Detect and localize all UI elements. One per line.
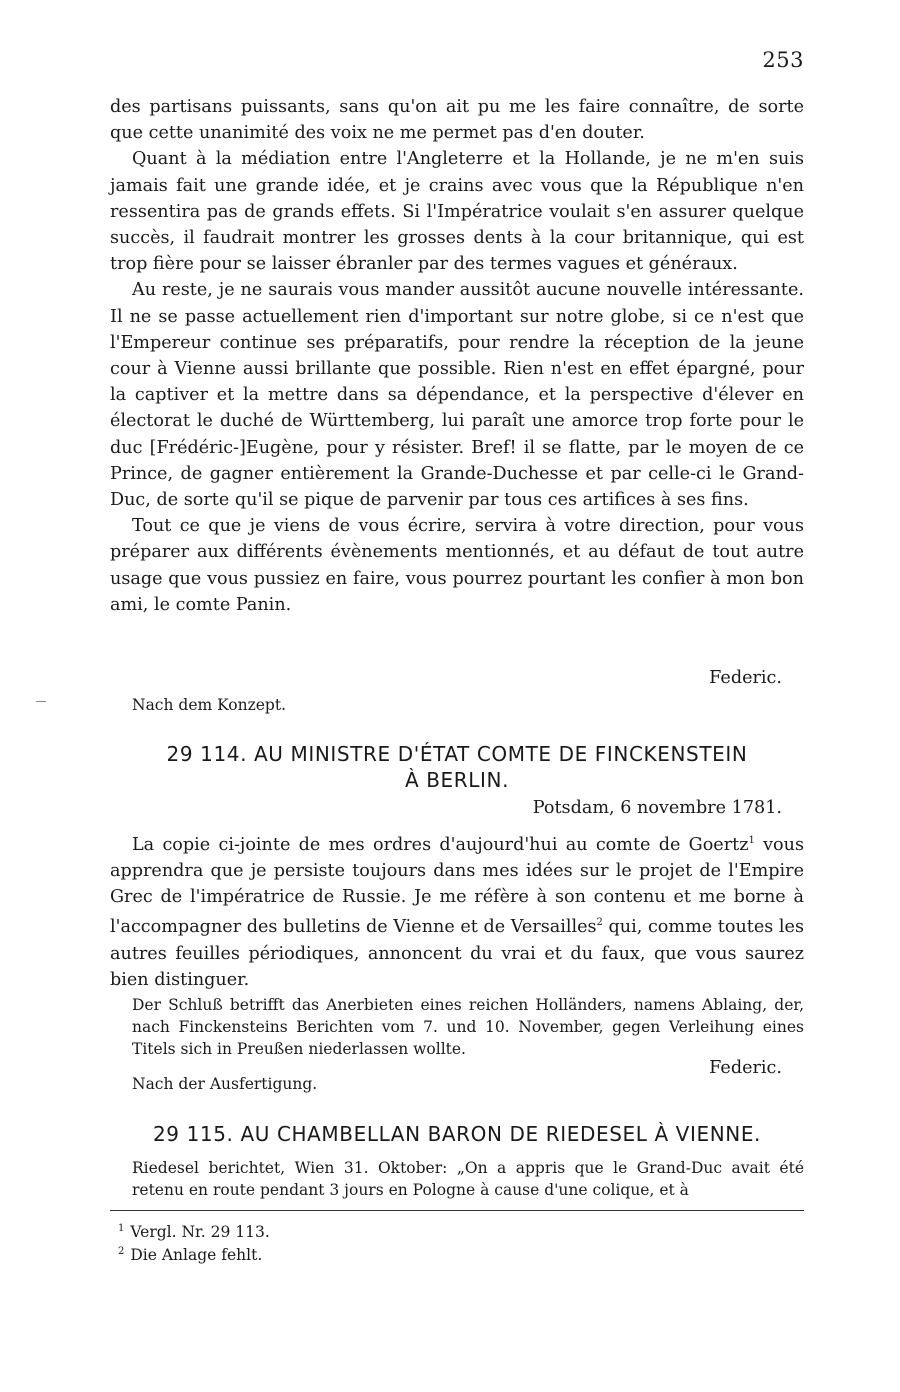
letter-2-heading xyxy=(110,741,804,793)
letter-2-heading-line2: À BERLIN. xyxy=(404,768,510,792)
letter-3-intro: Riedesel berichtet, Wien 31. Oktober: „On a appris que le Grand-Duc avait été retenu en route pendant 3 jours en Pologne à cause d'une colique, et à xyxy=(132,1159,804,1199)
letter-2-paragraph xyxy=(110,828,804,993)
footnote-text: Vergl. Nr. 29 113. xyxy=(130,1223,270,1242)
footnote-1 xyxy=(118,1218,270,1243)
letter-2-text-a: La copie ci-jointe de mes ordres d'aujourd'hui au comte de Goertz xyxy=(132,834,749,855)
footnote-mark: 2 xyxy=(118,1246,125,1257)
footnote-2 xyxy=(118,1241,262,1266)
letter-2-place-date: Potsdam, 6 novembre 1781. xyxy=(532,798,782,818)
letter-2-heading-line1: 29 114. AU MINISTRE D'ÉTAT COMTE DE FINCKENSTEIN xyxy=(166,742,748,766)
footnote-ref-2: 2 xyxy=(596,917,603,929)
footnote-ref-1: 1 xyxy=(748,835,755,846)
letter-1-paragraph: Au reste, je ne saurais vous mander aussitôt aucune nouvelle intéressante. Il ne se passe actuellement rien d'important sur notre globe, si ce n'est que l'Empereur continue ses préparatifs, pour rendre la réception de la jeune cour à Vienne aussi brillante que possible. Rien n'est en effet épargné, pour la captiver et la mettre dans sa dépendance, et la perspective d'élever en électorat le duché de Württemberg, lui paraît une amorce trop forte pour le duc [Frédéric-]Eugène, pour y résister. Bref! il se flatte, par le moyen de ce Prince, de gagner entièrement la Grande-Duchesse et par celle-ci le Grand-Duc, de sorte qu'il se pique de parvenir par tous ces artifices à ses fins. xyxy=(110,280,804,511)
letter-1-paragraph: Tout ce que je viens de vous écrire, servira à votre direction, pour vous préparer aux différents évènements mentionnés, et au défaut de tout autre usage que vous pussiez en faire, vous pourrez pourtant les confier à mon bon ami, le comte Panin. xyxy=(110,516,804,615)
letter-2-text-b: vous apprendra que je persiste toujours dans mes idées sur le projet de l'Empire Grec de l'impératrice de Russie. Je me réfère à son contenu et me borne à l'accompagner des bulletins de Vienne et de Versailles xyxy=(110,834,805,938)
page-number: 253 xyxy=(762,48,804,72)
letter-2-editorial-note: Der Schluß betrifft das Anerbieten eines reichen Holländers, namens Ablaing, der, nach Finckensteins Berichten vom 7. und 10. November, gegen Verleihung eines Titels sich in Preußen niederlassen wollte. xyxy=(132,996,804,1058)
footnote-rule xyxy=(110,1210,804,1211)
letter-2-signature: Federic. xyxy=(709,1058,782,1078)
letter-3-heading: 29 115. AU CHAMBELLAN BARON DE RIEDESEL À VIENNE. xyxy=(152,1122,762,1146)
letter-1-paragraph: Quant à la médiation entre l'Angleterre et la Hollande, je ne m'en suis jamais fait une grande idée, et je crains avec vous que la République n'en ressentira pas de grands effets. Si l'Impératrice voulait s'en assurer quelque succès, il faudrait montrer les grosses dents à la cour britannique, qui est trop fière pour se laisser ébranler par des termes vagues et généraux. xyxy=(110,149,804,275)
letter-2-source-note: Nach der Ausfertigung. xyxy=(132,1075,318,1093)
letter-1-body xyxy=(110,94,804,618)
footnote-mark: 1 xyxy=(118,1223,125,1234)
letter-1-source-note: Nach dem Konzept. xyxy=(132,696,287,714)
letter-1-signature: Federic. xyxy=(709,668,782,688)
letter-2-body xyxy=(110,828,804,993)
margin-mark xyxy=(36,701,46,702)
letter-2-text-c: qui, comme toutes les autres feuilles périodiques, annoncent du vrai et du faux, que vous saurez bien distinguer. xyxy=(110,917,804,990)
footnote-text: Die Anlage fehlt. xyxy=(130,1246,263,1265)
letter-1-paragraph: des partisans puissants, sans qu'on ait pu me les faire connaître, de sorte que cette unanimité des voix ne me permet pas d'en douter. xyxy=(110,97,804,144)
